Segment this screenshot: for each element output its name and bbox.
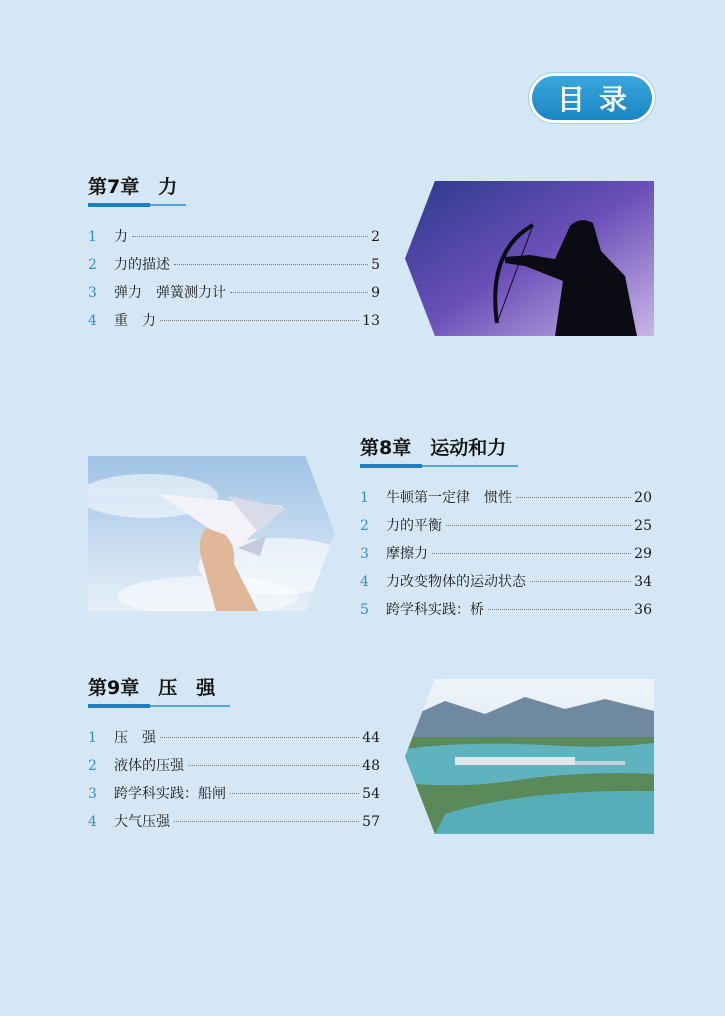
- toc-item-number: 1: [88, 730, 97, 746]
- leader-dots: [132, 236, 368, 237]
- leader-dots: [516, 497, 631, 498]
- toc-item-page: 57: [362, 814, 380, 830]
- toc-list: [88, 226, 380, 338]
- toc-item[interactable]: [88, 783, 380, 811]
- toc-item-number: 3: [88, 786, 97, 802]
- toc-item[interactable]: [360, 515, 652, 543]
- toc-item-title: 跨学科实践：船闸: [114, 786, 226, 802]
- chapter-heading: 第8章 运动和力: [360, 437, 507, 459]
- toc-item-number: 2: [360, 518, 369, 534]
- chapter-9: [88, 675, 380, 839]
- chapter-underline: [88, 705, 230, 707]
- toc-item[interactable]: [88, 811, 380, 839]
- toc-item-title: 液体的压强: [114, 758, 184, 774]
- toc-item-page: 36: [634, 602, 652, 618]
- leader-dots: [488, 609, 631, 610]
- leader-dots: [446, 525, 631, 526]
- toc-item[interactable]: [88, 254, 380, 282]
- toc-item-page: 44: [362, 730, 380, 746]
- toc-item-title: 重 力: [114, 313, 156, 329]
- toc-item[interactable]: [360, 571, 652, 599]
- toc-item[interactable]: [88, 727, 380, 755]
- toc-item-page: 54: [362, 786, 380, 802]
- toc-list: [88, 727, 380, 839]
- toc-item-page: 48: [362, 758, 380, 774]
- toc-item-page: 29: [634, 546, 652, 562]
- toc-item[interactable]: [88, 226, 380, 254]
- toc-item[interactable]: [88, 755, 380, 783]
- toc-item-number: 3: [88, 285, 97, 301]
- toc-item-page: 2: [371, 229, 380, 245]
- leader-dots: [160, 737, 359, 738]
- leader-dots: [230, 292, 368, 293]
- toc-item-number: 4: [360, 574, 369, 590]
- toc-item-number: 5: [360, 602, 369, 618]
- leader-dots: [230, 793, 359, 794]
- chapter-underline: [360, 465, 518, 467]
- toc-item[interactable]: [360, 599, 652, 627]
- toc-item-page: 25: [634, 518, 652, 534]
- toc-item-number: 1: [88, 229, 97, 245]
- toc-item-page: 20: [634, 490, 652, 506]
- toc-item-title: 摩擦力: [386, 546, 428, 562]
- toc-item[interactable]: [88, 310, 380, 338]
- toc-item-page: 34: [634, 574, 652, 590]
- toc-list: [360, 487, 652, 627]
- page-title: 目录: [532, 76, 652, 120]
- toc-item-number: 4: [88, 814, 97, 830]
- toc-item-number: 1: [360, 490, 369, 506]
- toc-item-page: 13: [362, 313, 380, 329]
- leader-dots: [174, 821, 359, 822]
- toc-item[interactable]: [360, 487, 652, 515]
- toc-item[interactable]: [360, 543, 652, 571]
- toc-item-title: 压 强: [114, 730, 156, 746]
- toc-item-number: 2: [88, 257, 97, 273]
- toc-item-number: 4: [88, 313, 97, 329]
- toc-item[interactable]: [88, 282, 380, 310]
- leader-dots: [160, 320, 359, 321]
- dam-photo: [405, 679, 654, 834]
- toc-item-title: 力的描述: [114, 257, 170, 273]
- leader-dots: [174, 264, 368, 265]
- toc-item-title: 力的平衡: [386, 518, 442, 534]
- toc-item-title: 力: [114, 229, 128, 245]
- toc-item-page: 5: [371, 257, 380, 273]
- archer-photo: [405, 181, 654, 336]
- toc-item-title: 牛顿第一定律 惯性: [386, 490, 512, 506]
- toc-item-title: 弹力 弹簧测力计: [114, 285, 226, 301]
- toc-item-number: 3: [360, 546, 369, 562]
- chapter-underline: [88, 204, 186, 206]
- toc-item-title: 大气压强: [114, 814, 170, 830]
- toc-item-title: 跨学科实践：桥: [386, 602, 484, 618]
- leader-dots: [530, 581, 631, 582]
- leader-dots: [432, 553, 631, 554]
- chapter-7: [88, 174, 380, 338]
- toc-item-number: 2: [88, 758, 97, 774]
- toc-item-title: 力改变物体的运动状态: [386, 574, 526, 590]
- chapter-heading: 第9章 压 强: [88, 677, 216, 699]
- chapter-heading: 第7章 力: [88, 176, 178, 198]
- chapter-8: [360, 435, 652, 627]
- leader-dots: [188, 765, 359, 766]
- toc-item-page: 9: [371, 285, 380, 301]
- paper-plane-photo: [88, 456, 335, 611]
